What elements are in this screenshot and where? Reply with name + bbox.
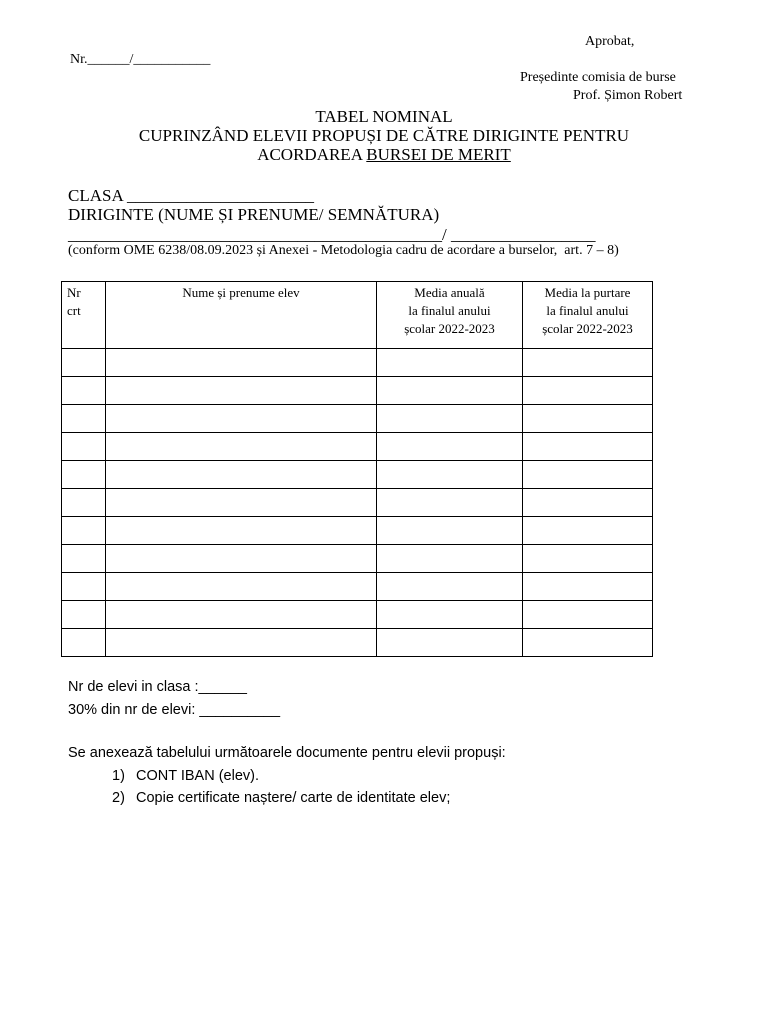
annex-intro: Se anexează tabelului următoarele documente pentru elevii propuși: <box>68 745 506 761</box>
table-cell <box>62 545 106 573</box>
table-cell <box>523 377 653 405</box>
list-number: 2) <box>112 790 125 806</box>
table-body <box>62 349 653 657</box>
table-cell <box>106 461 377 489</box>
form-teacher-label: DIRIGINTE (NUME ȘI PRENUME/ SEMNĂTURA) <box>68 205 440 224</box>
table-cell <box>377 461 523 489</box>
table-row <box>62 517 653 545</box>
list-item-text: Copie certificate naștere/ carte de identitate elev; <box>136 790 451 806</box>
table-row <box>62 489 653 517</box>
table-cell <box>62 573 106 601</box>
table-cell <box>62 349 106 377</box>
table-row <box>62 545 653 573</box>
table-cell <box>523 629 653 657</box>
table-row <box>62 573 653 601</box>
table-row <box>62 601 653 629</box>
header-conduct-average: Media la purtare la finalul anului școlar 2022-2023 <box>523 282 653 349</box>
table-cell <box>523 517 653 545</box>
table-cell <box>62 405 106 433</box>
table-cell <box>106 601 377 629</box>
table-cell <box>62 601 106 629</box>
list-item-text: CONT IBAN (elev). <box>136 768 260 784</box>
class-field: CLASA ______________________ <box>68 186 315 205</box>
table-cell <box>377 545 523 573</box>
table-cell <box>106 405 377 433</box>
nominal-table <box>61 281 653 657</box>
table-cell <box>62 461 106 489</box>
list-number: 1) <box>112 768 125 784</box>
header-nr-crt: Nr crt <box>62 282 106 349</box>
table-cell <box>377 489 523 517</box>
table-cell <box>377 349 523 377</box>
table-row <box>62 629 653 657</box>
table-cell <box>106 545 377 573</box>
thirty-percent-field: 30% din nr de elevi: __________ <box>68 702 281 718</box>
table-cell <box>106 573 377 601</box>
table-cell <box>377 377 523 405</box>
table-cell <box>523 349 653 377</box>
table-header-row <box>62 282 653 349</box>
table-cell <box>523 433 653 461</box>
table-cell <box>62 629 106 657</box>
table-cell <box>377 405 523 433</box>
table-cell <box>106 377 377 405</box>
table-cell <box>523 461 653 489</box>
table-cell <box>62 489 106 517</box>
header-student-name: Nume și prenume elev <box>106 282 377 349</box>
table-cell <box>377 629 523 657</box>
table-cell <box>377 517 523 545</box>
table-row <box>62 349 653 377</box>
registration-number-line: Nr.______/___________ <box>70 52 211 67</box>
committee-president-label: Președinte comisia de burse <box>520 70 676 85</box>
student-count-field: Nr de elevi in clasa :______ <box>68 679 247 695</box>
header-annual-average: Media anuală la finalul anului școlar 2022-2023 <box>377 282 523 349</box>
annex-item <box>112 790 450 806</box>
table-cell <box>106 349 377 377</box>
table-row <box>62 377 653 405</box>
table-cell <box>523 545 653 573</box>
table-cell <box>523 489 653 517</box>
table-row <box>62 433 653 461</box>
approved-label: Aprobat, <box>585 34 635 49</box>
annex-item <box>112 768 259 784</box>
subtitle-prefix: ACORDAREA <box>257 145 367 164</box>
table-cell <box>106 629 377 657</box>
document-subtitle-line2 <box>0 145 768 165</box>
table-cell <box>523 405 653 433</box>
table-cell <box>106 517 377 545</box>
table-cell <box>106 433 377 461</box>
table-cell <box>523 601 653 629</box>
table-cell <box>377 601 523 629</box>
table-row <box>62 405 653 433</box>
table-cell <box>62 377 106 405</box>
document-subtitle-line1: CUPRINZÂND ELEVII PROPUȘI DE CĂTRE DIRIGINTE PENTRU <box>138 126 630 145</box>
table-cell <box>377 573 523 601</box>
table-cell <box>377 433 523 461</box>
table-cell <box>106 489 377 517</box>
legal-reference: (conform OME 6238/08.09.2023 și Anexei - Metodologia cadru de acordare a burselor, art. 7 – 8) <box>68 243 619 258</box>
signature-line: ____________________________________________/ _________________ <box>68 225 596 244</box>
table-cell <box>523 573 653 601</box>
document-title: TABEL NOMINAL <box>315 107 453 126</box>
table-cell <box>62 517 106 545</box>
president-name: Prof. Șimon Robert <box>573 88 683 103</box>
table-row <box>62 461 653 489</box>
merit-scholarship-label: BURSEI DE MERIT <box>366 145 511 164</box>
table-cell <box>62 433 106 461</box>
